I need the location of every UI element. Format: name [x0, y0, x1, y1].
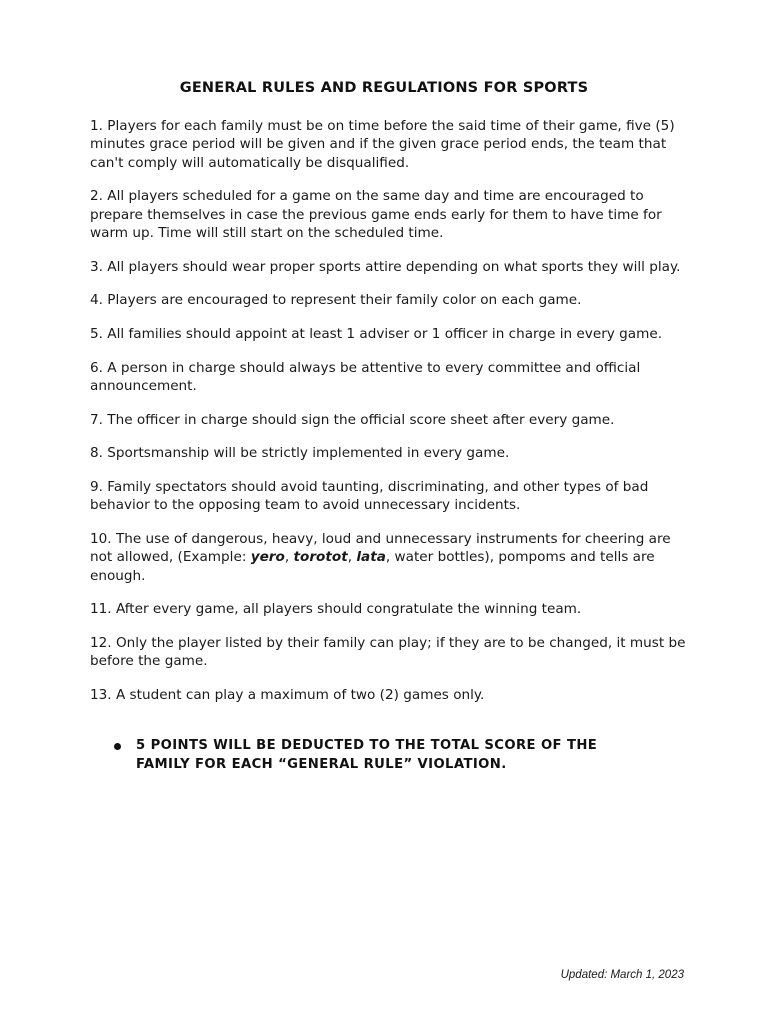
rule-10-separator: ,: [284, 549, 294, 566]
rule-item: 13. A student can play a maximum of two (2) games only.: [90, 686, 485, 703]
rule-item-10: [90, 530, 690, 585]
rule-item: 12. Only the player listed by their family can play; if they are to be changed, it must be before the game.: [90, 634, 686, 670]
rule-10-separator: ,: [347, 549, 357, 566]
rule-item: 8. Sportsmanship will be strictly implemented in every game.: [90, 445, 510, 462]
penalty-note-text: 5 POINTS WILL BE DEDUCTED TO THE TOTAL SCORE OF THE FAMILY FOR EACH “GENERAL RULE” VIOLATION.: [136, 738, 598, 772]
rule-item: 4. Players are encouraged to represent their family color on each game.: [90, 292, 582, 309]
rule-10-text: 10. The use of dangerous, heavy, loud and unnecessary instruments for cheering are not allowed, (Example:: [90, 530, 671, 566]
rule-item: 11. After every game, all players should congratulate the winning team.: [90, 601, 582, 618]
bullet-icon: [114, 743, 121, 750]
rule-item: 1. Players for each family must be on time before the said time of their game, five (5) minutes grace period will be given and if the given grace period ends, the team that can't comply will automatically be disqualified.: [90, 118, 675, 171]
document-title: GENERAL RULES AND REGULATIONS FOR SPORTS: [179, 80, 589, 96]
rule-item: 2. All players scheduled for a game on the same day and time are encouraged to prepare themselves in case the previous game ends early for them to have time for warm up. Time will still start on the scheduled time.: [90, 188, 662, 241]
rule-10-example-yero: yero: [250, 549, 285, 566]
rule-item: 3. All players should wear proper sports attire depending on what sports they will play.: [90, 258, 681, 275]
rule-item: 5. All families should appoint at least 1 adviser or 1 officer in charge in every game.: [90, 325, 663, 342]
rule-10-example-torotot: torotot: [293, 549, 348, 566]
rule-item: 9. Family spectators should avoid taunting, discriminating, and other types of bad behavior to the opposing team to avoid unnecessary incidents.: [90, 478, 649, 514]
rule-10-text-end: , water bottles), pompoms and tells are enough.: [90, 549, 655, 584]
rules-list: [90, 117, 690, 720]
updated-date: Updated: March 1, 2023: [560, 969, 684, 981]
rule-item: 7. The officer in charge should sign the official score sheet after every game.: [90, 411, 615, 428]
rule-item: 6. A person in charge should always be attentive to every committee and official announcement.: [90, 359, 641, 394]
penalty-note: [114, 737, 634, 774]
rule-10-example-lata: lata: [356, 549, 386, 566]
